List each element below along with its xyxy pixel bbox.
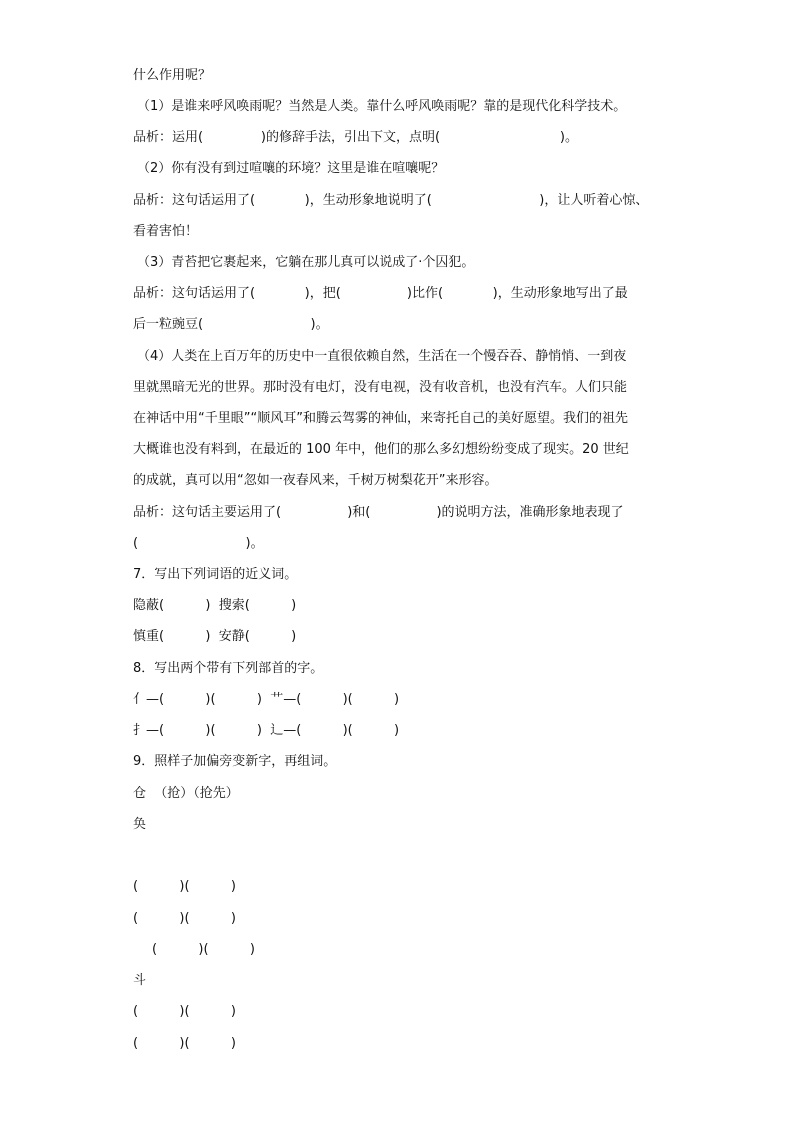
question-8-title: 8．写出两个带有下列部首的字。 [133, 661, 324, 676]
question-9-title: 9．照样子加偏旁变新字，再组词。 [133, 754, 337, 769]
analysis-3: 品析：这句话运用了( )，把( )比作( )，生动形象地写出了最 [133, 286, 628, 301]
question-4-line-2: 里就黑暗无光的世界。那时没有电灯，没有电视，没有收音机，也没有汽车。人们只能 [133, 380, 628, 395]
question-4-line-4: 大概谁也没有料到，在最近的 100 年中，他们的那么多幻想纷纷变成了现实。20 世纪 [133, 442, 629, 457]
analysis-2-cont: 看着害怕！ [133, 224, 199, 239]
blank-row-4: ( )( ) [133, 1004, 236, 1019]
analysis-3-cont: 后一粒豌豆( )。 [133, 317, 329, 332]
synonym-row-1: 隐蔽( ) 搜索( ) [133, 598, 297, 613]
blank-row-1: ( )( ) [133, 879, 236, 894]
question-4-line-3: 在神话中用“千里眼”“顺风耳”和腾云驾雾的神仙，来寄托自己的美好愿望。我们的祖先 [133, 411, 628, 426]
blank-row-3: ( )( ) [152, 942, 255, 957]
question-1: （1）是谁来呼风唤雨呢？当然是人类。靠什么呼风唤雨呢？靠的是现代化科学技术。 [137, 99, 627, 114]
analysis-2: 品析：这句话运用了( )，生动形象地说明了( )，让人听着心惊、 [133, 193, 649, 208]
analysis-4-cont: ( )。 [133, 536, 264, 551]
char-huan: 奂 [133, 817, 147, 832]
radical-row-1: 亻—( )( ) 艹—( )( ) [133, 692, 400, 707]
blank-row-5: ( )( ) [133, 1036, 236, 1051]
question-4: （4）人类在上百万年的历史中一直很依赖自然，生活在一个慢吞吞、静悄悄、一到夜 [137, 349, 627, 364]
question-3: （3）青苔把它裹起来，它躺在那儿真可以说成了·个囚犯。 [137, 255, 475, 270]
analysis-1: 品析：运用( )的修辞手法，引出下文，点明( )。 [133, 130, 578, 145]
question-4-line-5: 的成就，真可以用“忽如一夜春风来，千树万树梨花开”来形容。 [133, 473, 498, 488]
text-line-intro: 什么作用呢？ [133, 68, 212, 83]
analysis-4: 品析：这句话主要运用了( )和( )的说明方法，准确形象地表现了 [133, 505, 624, 520]
blank-row-2: ( )( ) [133, 911, 236, 926]
radical-row-2: 扌—( )( ) 辶—( )( ) [133, 723, 400, 738]
synonym-row-2: 慎重( ) 安静( ) [133, 629, 297, 644]
char-dou: 斗 [133, 973, 147, 988]
example-row: 仓 （抢）（抢先） [133, 786, 239, 801]
question-7-title: 7．写出下列词语的近义词。 [133, 567, 298, 582]
question-2: （2）你有没有到过喧嚷的环境？这里是谁在喧嚷呢？ [137, 161, 445, 176]
